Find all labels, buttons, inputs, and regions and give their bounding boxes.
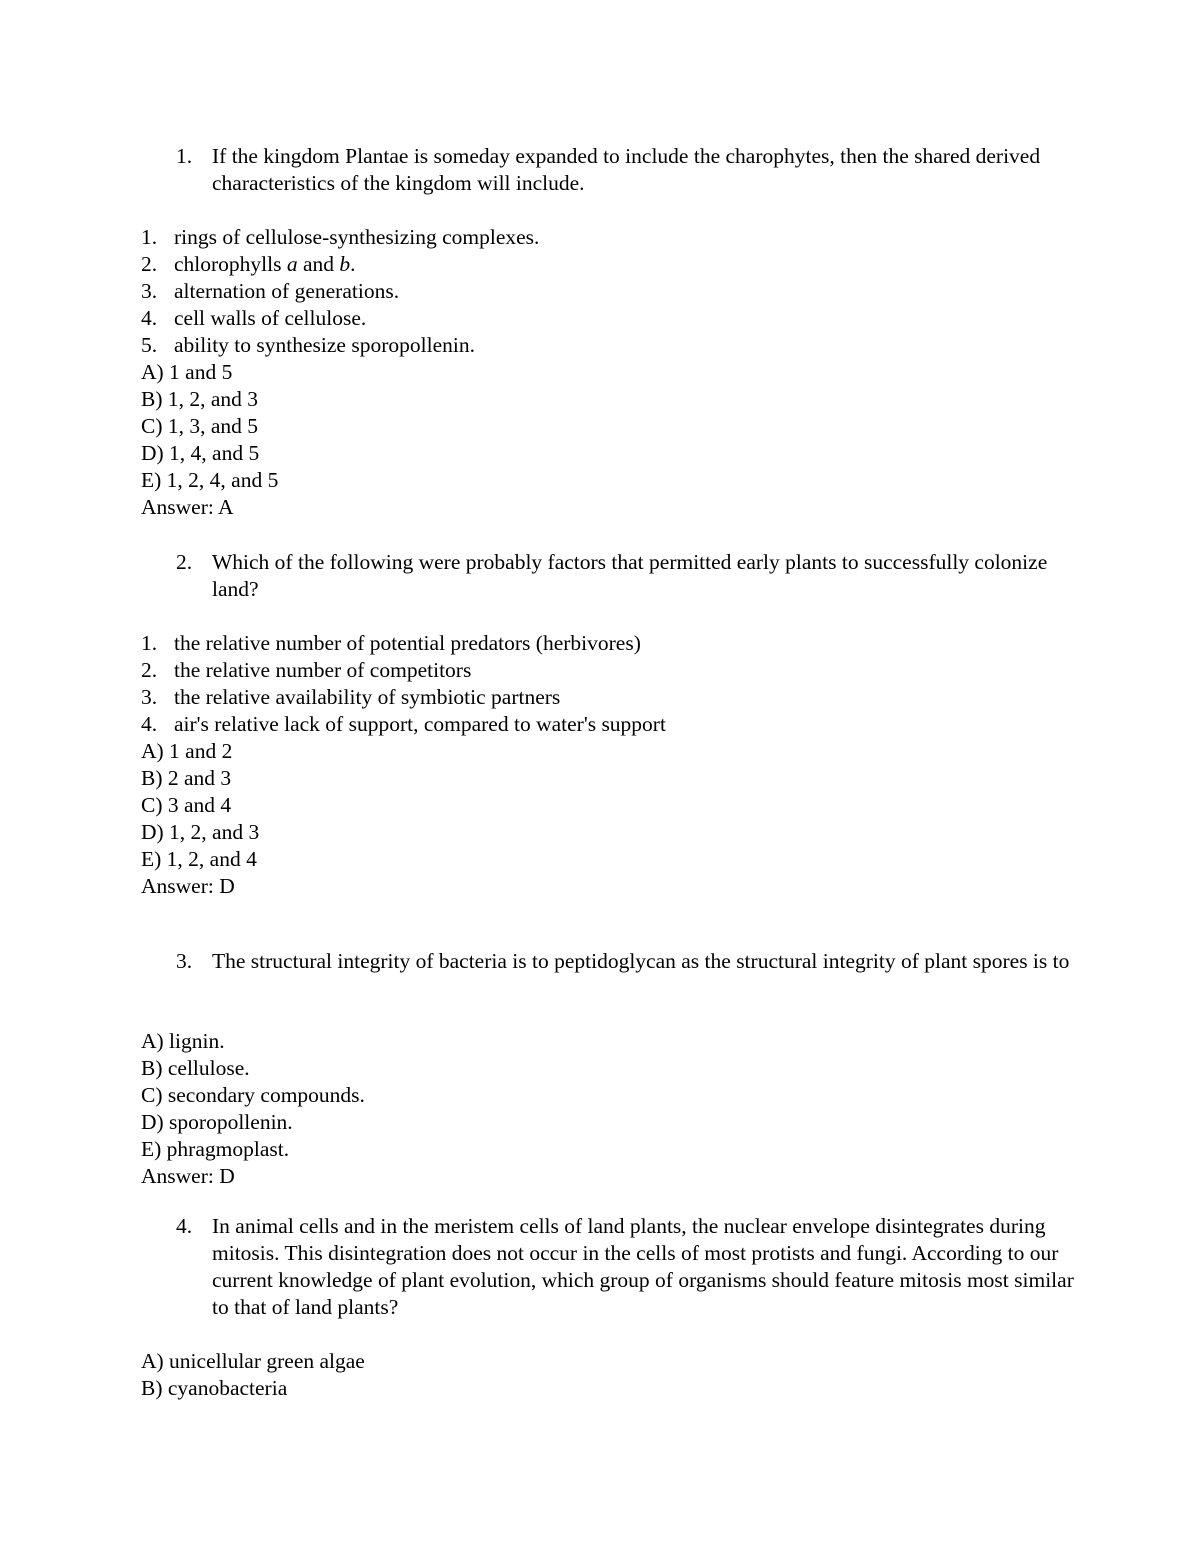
question-number: 1. xyxy=(176,144,193,168)
question-text: The structural integrity of bacteria is to peptidoglycan as the structural integrity of plant spores is to xyxy=(212,949,1070,973)
question-2 xyxy=(176,549,1076,603)
question-1-body xyxy=(141,224,1081,521)
answer-option: B) cyanobacteria xyxy=(141,1376,288,1400)
statement: 4. cell walls of cellulose. xyxy=(141,306,367,330)
answer-option: D) 1, 2, and 3 xyxy=(141,820,260,844)
question-number: 4. xyxy=(176,1214,193,1238)
statement: 3. alternation of generations. xyxy=(141,279,400,303)
statement: 1. rings of cellulose-synthesizing complexes. xyxy=(141,225,540,249)
answer-key: Answer: D xyxy=(141,874,235,898)
answer-option: B) 1, 2, and 3 xyxy=(141,387,259,411)
statement: 4. air's relative lack of support, compared to water's support xyxy=(141,712,666,736)
answer-key: Answer: A xyxy=(141,495,234,519)
answer-option: D) sporopollenin. xyxy=(141,1110,293,1134)
answer-option: C) secondary compounds. xyxy=(141,1083,365,1107)
question-text: If the kingdom Plantae is someday expanded to include the charophytes, then the shared derived characteristics of the kingdom will include. xyxy=(212,144,1041,195)
statement: 2. chlorophylls a and b. xyxy=(141,252,356,276)
question-1 xyxy=(176,143,1076,197)
answer-option: A) 1 and 5 xyxy=(141,360,233,384)
answer-option: A) lignin. xyxy=(141,1029,225,1053)
question-3-body xyxy=(141,1028,1081,1190)
question-text: Which of the following were probably factors that permitted early plants to successfully colonize land? xyxy=(212,550,1048,601)
question-number: 3. xyxy=(176,949,193,973)
statement: 3. the relative availability of symbiotic partners xyxy=(141,685,561,709)
statement: 1. the relative number of potential predators (herbivores) xyxy=(141,631,641,655)
statement: 5. ability to synthesize sporopollenin. xyxy=(141,333,475,357)
answer-option: A) unicellular green algae xyxy=(141,1349,365,1373)
answer-option: D) 1, 4, and 5 xyxy=(141,441,260,465)
answer-option: A) 1 and 2 xyxy=(141,739,233,763)
statement: 2. the relative number of competitors xyxy=(141,658,472,682)
question-number: 2. xyxy=(176,550,193,574)
question-2-body xyxy=(141,630,1081,900)
answer-option: B) 2 and 3 xyxy=(141,766,232,790)
answer-key: Answer: D xyxy=(141,1164,235,1188)
answer-option: E) 1, 2, and 4 xyxy=(141,847,257,871)
question-3 xyxy=(176,948,1076,975)
answer-option: C) 3 and 4 xyxy=(141,793,232,817)
question-4-body xyxy=(141,1348,1081,1402)
answer-option: E) phragmoplast. xyxy=(141,1137,290,1161)
question-text: In animal cells and in the meristem cells of land plants, the nuclear envelope disintegrates during mitosis. This disintegration does not occur in the cells of most protists and fungi. According to our current knowledge of plant evolution, which group of organisms should feature mitosis most similar to that of land plants? xyxy=(212,1214,1074,1319)
answer-option: B) cellulose. xyxy=(141,1056,250,1080)
answer-option: E) 1, 2, 4, and 5 xyxy=(141,468,279,492)
answer-option: C) 1, 3, and 5 xyxy=(141,414,259,438)
question-4 xyxy=(176,1213,1076,1321)
